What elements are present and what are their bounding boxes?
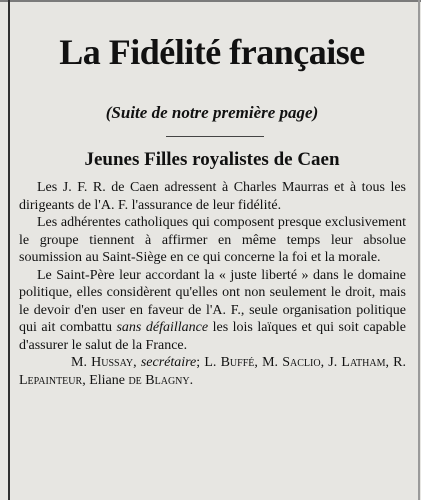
page-title: La Fidélité française <box>59 32 365 72</box>
signature-part-8: . <box>189 372 194 388</box>
signature-role: secrétaire <box>140 355 197 370</box>
right-column-rule <box>418 0 420 500</box>
left-column-rule <box>8 0 10 500</box>
article-body <box>19 179 406 389</box>
top-column-rule <box>0 0 421 8</box>
signature-name-saclio: Saclio <box>282 355 321 370</box>
signature-name-blagny: de Blagny <box>128 372 190 388</box>
paragraph-3-text-b: les lois laïques et qui soit capable d'assurer le salut de la France. <box>19 320 406 353</box>
signature-name-latham: Latham <box>341 355 386 370</box>
article-paragraph-1: Les J. F. R. de Caen adressent à Charles Maurras et à tous les dirigeants de l'A. F. l'assurance de leur fidélité. <box>19 180 406 213</box>
signature-part-6: , R. <box>385 355 407 370</box>
signature-part-5: , J. <box>320 355 342 370</box>
signature-name-buffe: Buffé <box>220 355 255 370</box>
signature-part-2: , <box>133 355 141 370</box>
signature-line <box>19 354 406 389</box>
signature-part-3: ; L. <box>196 355 221 370</box>
page-subtitle: (Suite de notre première page) <box>105 103 319 122</box>
section-divider <box>166 136 264 137</box>
signature-part-4: , M. <box>254 355 283 370</box>
signature-name-lepainteur: Lepainteur <box>19 372 83 388</box>
paragraph-3-italic-text: sans défaillance <box>116 320 209 335</box>
article-paragraph-3 <box>19 267 406 355</box>
article-paragraph-2: Les adhérentes catholiques qui composent presque exclusivement le groupe tiennent à affirmer en même temps leur absolue soumission au Saint-Siège en ce qui concerne la foi et la morale. <box>19 215 406 265</box>
signature-part-1: M. <box>71 355 92 370</box>
paragraph-3-text-a: Le Saint-Père leur accordant la « juste liberté » dans le domaine politique, elles considèrent qu'elles ont non seulement le droit, mais le devoir d'en user en faveur de l'A. F., seule organisation politique qui ait combattu <box>19 267 406 335</box>
signature-part-7: , Eliane <box>82 372 129 388</box>
signature-name-hussay: Hussay <box>91 355 134 370</box>
article-heading: Jeunes Filles royalistes de Caen <box>84 149 340 170</box>
